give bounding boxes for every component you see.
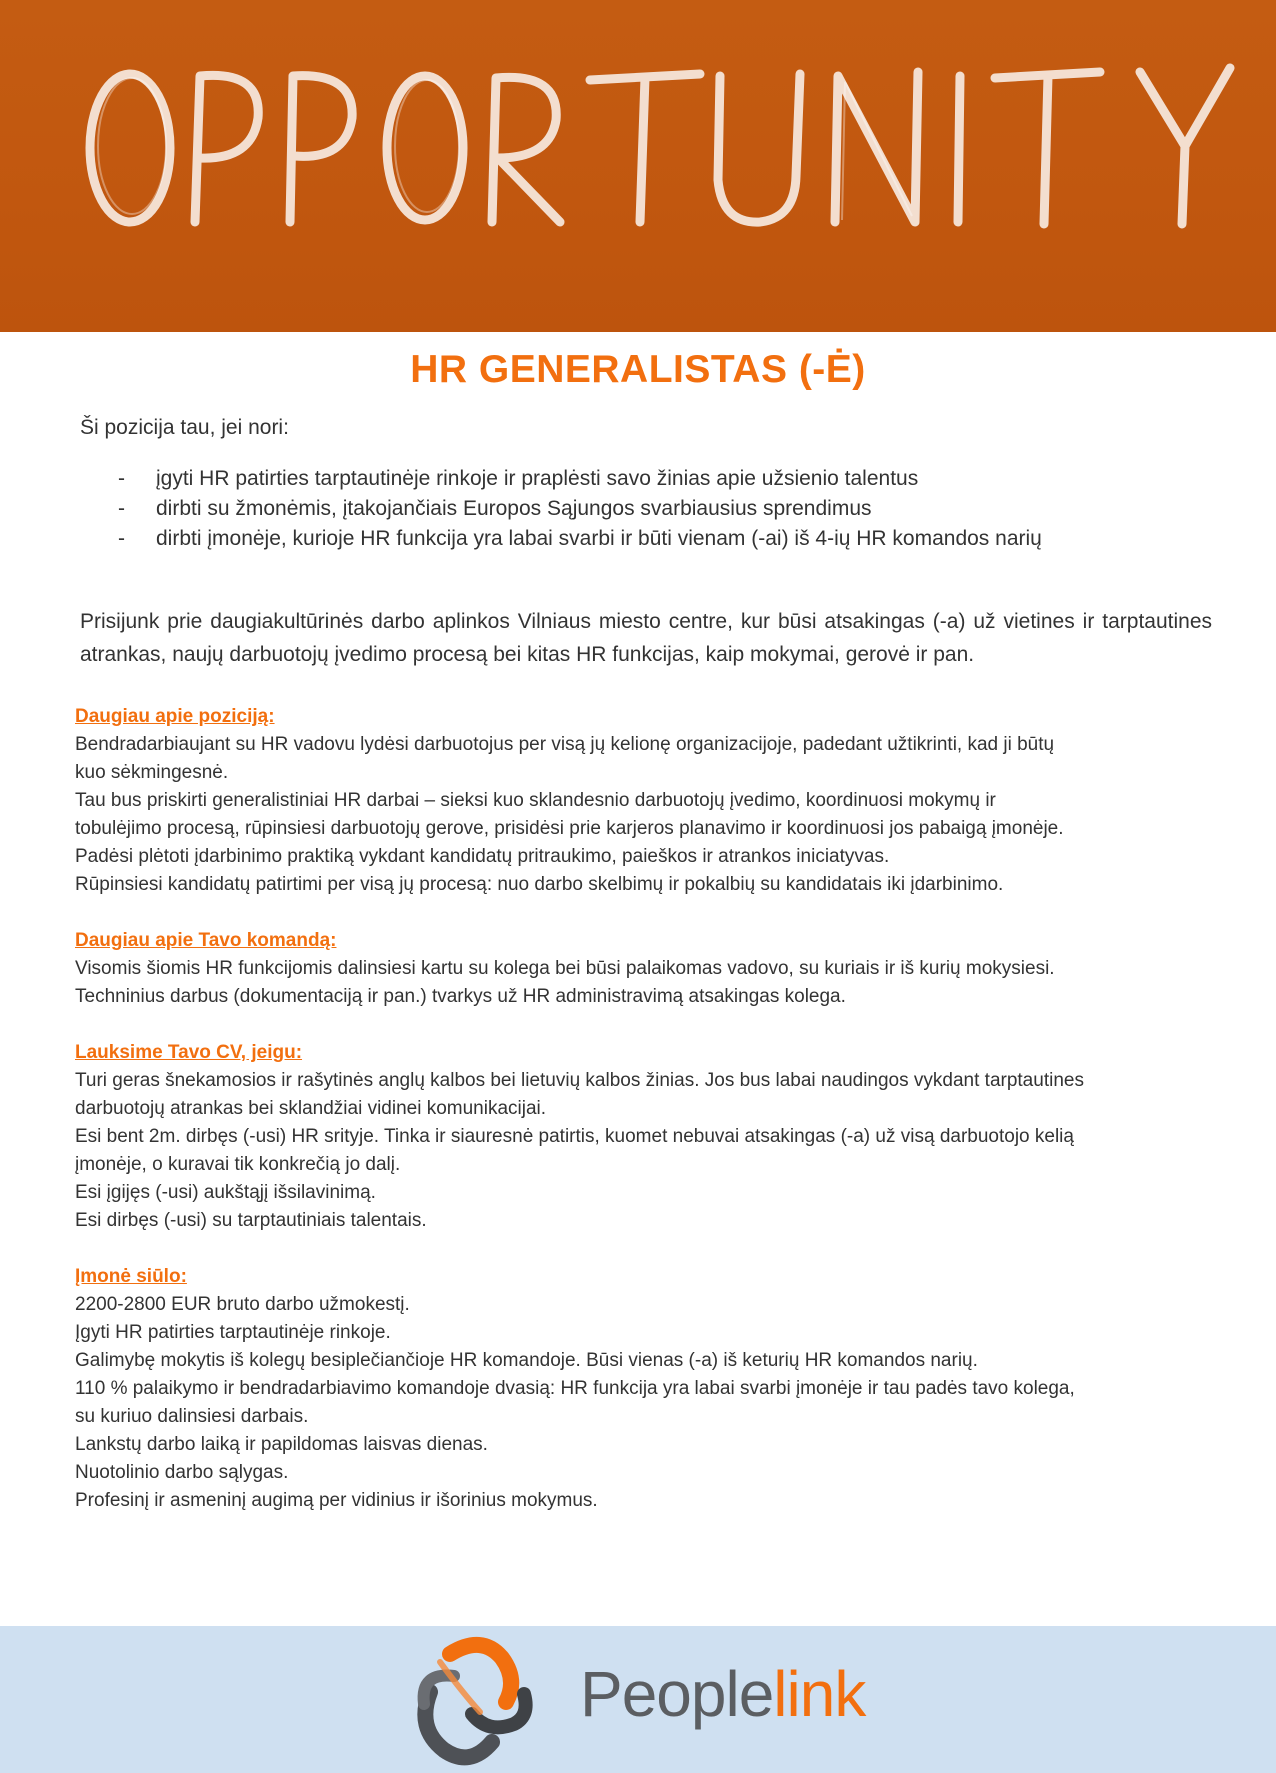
section-team bbox=[75, 927, 1205, 1011]
bullet-text: dirbti įmonėje, kurioje HR funkcija yra labai svarbi ir būti vienam (-ai) iš 4-ių HR komandos narių bbox=[156, 527, 1042, 550]
section-line: 110 % palaikymo ir bendradarbiavimo komandoje dvasią: HR funkcija yra labai svarbi įmonėje ir tau padės tavo kolega, bbox=[75, 1378, 1075, 1399]
section-line: Esi dirbęs (-usi) su tarptautiniais talentais. bbox=[75, 1210, 427, 1231]
bullet-text: įgyti HR patirties tarptautinėje rinkoje ir praplėsti savo žinias apie užsienio talentus bbox=[156, 467, 919, 490]
section-line: Techninius darbus (dokumentaciją ir pan.) tvarkys už HR administravimą atsakingas kolega. bbox=[75, 986, 846, 1007]
section-line: darbuotojų atrankas bei sklandžiai vidinei komunikacijai. bbox=[75, 1098, 547, 1119]
section-line: Tau bus priskirti generalistiniai HR darbai – sieksi kuo sklandesnio darbuotojų įvedimo, koordinuosi mokymų ir bbox=[75, 790, 996, 811]
section-line: Galimybę mokytis iš kolegų besiplečiančioje HR komandoje. Būsi vienas (-a) iš keturių HR komandos narių. bbox=[75, 1350, 978, 1371]
peoplelink-logo-text bbox=[580, 1658, 865, 1730]
section-heading: Lauksime Tavo CV, jeigu: bbox=[75, 1042, 303, 1063]
section-line: tobulėjimo procesą, rūpinsiesi darbuotojų gerove, prisidėsi prie karjeros planavimo ir koordinuosi jos pabaigą įmonėje. bbox=[75, 818, 1064, 839]
section-line: Esi įgijęs (-usi) aukštąjį išsilavinimą. bbox=[75, 1182, 376, 1203]
section-line: Padėsi plėtoti įdarbinimo praktiką vykdant kandidatų pritraukimo, paieškos ir atrankos iniciatyvas. bbox=[75, 846, 890, 867]
section-line: kuo sėkmingesnė. bbox=[75, 762, 229, 783]
peoplelink-logo-icon bbox=[410, 1632, 540, 1767]
section-offer bbox=[75, 1263, 1205, 1515]
section-line: 2200-2800 EUR bruto darbo užmokestį. bbox=[75, 1294, 410, 1315]
list-item bbox=[118, 494, 1042, 524]
section-line: Bendradarbiaujant su HR vadovu lydėsi darbuotojus per visą jų kelionę organizacijoje, padedant užtikrinti, kad ji būtų bbox=[75, 734, 1055, 755]
bullet-text: dirbti su žmonėmis, įtakojančiais Europos Sąjungos svarbiausius sprendimus bbox=[156, 497, 872, 520]
bullet-dash: - bbox=[118, 467, 125, 490]
section-line: Įgyti HR patirties tarptautinėje rinkoje. bbox=[75, 1322, 391, 1343]
logo-text-people: People bbox=[580, 1658, 774, 1730]
benefits-bullet-list bbox=[118, 464, 1042, 554]
bullet-dash: - bbox=[118, 497, 125, 520]
list-item bbox=[118, 464, 1042, 494]
section-requirements bbox=[75, 1039, 1205, 1235]
section-line: Nuotolinio darbo sąlygas. bbox=[75, 1462, 289, 1483]
opportunity-chalk-lettering bbox=[0, 0, 1276, 332]
section-heading: Daugiau apie Tavo komandą: bbox=[75, 930, 337, 951]
bullet-dash: - bbox=[118, 527, 125, 550]
section-line: Rūpinsiesi kandidatų patirtimi per visą jų procesą: nuo darbo skelbimų ir pokalbių su kandidatais iki įdarbinimo. bbox=[75, 874, 1004, 895]
section-heading: Įmonė siūlo: bbox=[75, 1266, 187, 1287]
logo-text-link: link bbox=[773, 1658, 866, 1730]
list-item bbox=[118, 524, 1042, 554]
job-title: HR GENERALISTAS (-Ė) bbox=[410, 348, 866, 391]
summary-paragraph: Prisijunk prie daugiakultūrinės darbo aplinkos Vilniaus miesto centre, kur būsi atsakingas (-a) už vietines ir tarptautines atrankas, naujų darbuotojų įvedimo procesą bei kitas HR funkcijas, kaip mokymai, gerovė ir pan. bbox=[80, 610, 1212, 666]
intro-text: Ši pozicija tau, jei nori: bbox=[80, 416, 289, 439]
opportunity-banner bbox=[0, 0, 1276, 332]
section-heading: Daugiau apie poziciją: bbox=[75, 706, 275, 727]
section-line: Visomis šiomis HR funkcijomis dalinsiesi kartu su kolega bei būsi palaikomas vadovo, su kuriais ir iš kurių mokysiesi. bbox=[75, 958, 1055, 979]
section-line: Profesinį ir asmeninį augimą per vidinius ir išorinius mokymus. bbox=[75, 1490, 598, 1511]
section-line: Lankstų darbo laiką ir papildomas laisvas dienas. bbox=[75, 1434, 488, 1455]
section-line: Esi bent 2m. dirbęs (-usi) HR srityje. Tinka ir siauresnė patirtis, kuomet nebuvai atsakingas (-a) už visą darbuotojo kelią bbox=[75, 1126, 1074, 1147]
section-position bbox=[75, 703, 1205, 899]
section-line: Turi geras šnekamosios ir rašytinės anglų kalbos bei lietuvių kalbos žinias. Jos bus labai naudingos vykdant tarptautines bbox=[75, 1070, 1084, 1091]
section-line: įmonėje, o kuravai tik konkrečią jo dalį. bbox=[75, 1154, 401, 1175]
section-line: su kuriuo dalinsiesi darbais. bbox=[75, 1406, 309, 1427]
